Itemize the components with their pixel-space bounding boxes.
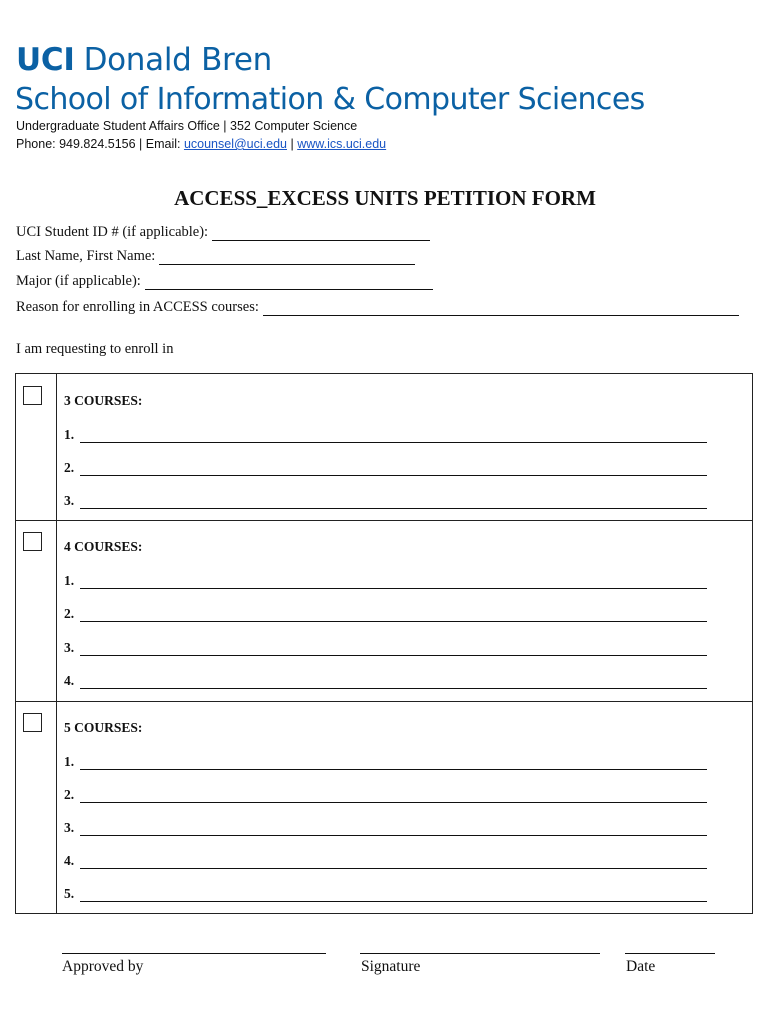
course-row xyxy=(64,886,707,902)
logo-title xyxy=(16,42,272,78)
table-row-divider xyxy=(15,701,753,702)
course-input[interactable] xyxy=(80,824,707,836)
course-number: 3. xyxy=(64,640,75,655)
checkbox-4-courses[interactable] xyxy=(23,532,42,551)
phone-text: Phone: 949.824.5156 | Email: xyxy=(16,137,184,151)
course-row xyxy=(64,853,707,869)
signature-line[interactable] xyxy=(360,952,600,954)
course-input[interactable] xyxy=(80,644,707,656)
course-row xyxy=(64,640,707,656)
logo-school: School of Information & Computer Sciences xyxy=(15,82,645,117)
name-label: Last Name, First Name: xyxy=(16,248,156,264)
form-title: ACCESS_EXCESS UNITS PETITION FORM xyxy=(174,186,596,210)
course-row xyxy=(64,427,707,443)
logo-name: Donald Bren xyxy=(83,42,272,78)
course-input[interactable] xyxy=(80,610,707,622)
course-number: 1. xyxy=(64,427,75,442)
course-number: 5. xyxy=(64,886,75,901)
course-number: 2. xyxy=(64,606,75,621)
course-input[interactable] xyxy=(80,577,707,589)
major-input[interactable] xyxy=(145,277,433,290)
course-number: 2. xyxy=(64,460,75,475)
course-row xyxy=(64,460,707,476)
course-row xyxy=(64,606,707,622)
date-label: Date xyxy=(626,958,656,975)
group-title-3-courses: 3 COURSES: xyxy=(64,393,143,408)
signature-label: Signature xyxy=(361,958,421,975)
course-row xyxy=(64,673,707,689)
major-label: Major (if applicable): xyxy=(16,273,141,289)
checkbox-3-courses[interactable] xyxy=(23,386,42,405)
reason-field xyxy=(16,299,739,316)
email-link[interactable]: ucounsel@uci.edu xyxy=(183,137,287,151)
intro-text: I am requesting to enroll in xyxy=(16,341,174,357)
course-number: 4. xyxy=(64,673,75,688)
course-input[interactable] xyxy=(80,791,707,803)
course-input[interactable] xyxy=(80,431,707,443)
office-address: Undergraduate Student Affairs Office | 352 Computer Science xyxy=(16,119,358,133)
student-id-field xyxy=(16,224,430,241)
course-input[interactable] xyxy=(80,758,707,770)
course-number: 3. xyxy=(64,493,75,508)
name-field xyxy=(16,248,415,265)
date-line[interactable] xyxy=(625,952,715,954)
student-id-label: UCI Student ID # (if applicable): xyxy=(16,224,209,240)
course-input[interactable] xyxy=(80,497,707,509)
course-number: 1. xyxy=(64,754,75,769)
reason-label: Reason for enrolling in ACCESS courses: xyxy=(16,299,259,315)
course-input[interactable] xyxy=(80,857,707,869)
contact-line xyxy=(16,137,386,151)
table-row-divider xyxy=(15,520,753,521)
name-input[interactable] xyxy=(159,252,415,265)
course-input[interactable] xyxy=(80,677,707,689)
table-column-divider xyxy=(56,373,57,914)
course-number: 1. xyxy=(64,573,75,588)
logo-brand: UCI xyxy=(16,42,75,78)
approved-by-label: Approved by xyxy=(62,958,144,975)
contact-separator: | xyxy=(287,137,298,151)
course-number: 3. xyxy=(64,820,75,835)
course-row xyxy=(64,754,707,770)
reason-input[interactable] xyxy=(263,303,739,316)
website-link[interactable]: www.ics.uci.edu xyxy=(297,137,387,151)
major-field xyxy=(16,273,433,290)
student-id-input[interactable] xyxy=(212,228,430,241)
course-number: 4. xyxy=(64,853,75,868)
course-input[interactable] xyxy=(80,464,707,476)
course-row xyxy=(64,573,707,589)
course-row xyxy=(64,787,707,803)
checkbox-5-courses[interactable] xyxy=(23,713,42,732)
course-row xyxy=(64,820,707,836)
group-title-4-courses: 4 COURSES: xyxy=(64,539,143,554)
group-title-5-courses: 5 COURSES: xyxy=(64,720,143,735)
course-input[interactable] xyxy=(80,890,707,902)
course-row xyxy=(64,493,707,509)
approved-by-line[interactable] xyxy=(62,952,326,954)
course-number: 2. xyxy=(64,787,75,802)
